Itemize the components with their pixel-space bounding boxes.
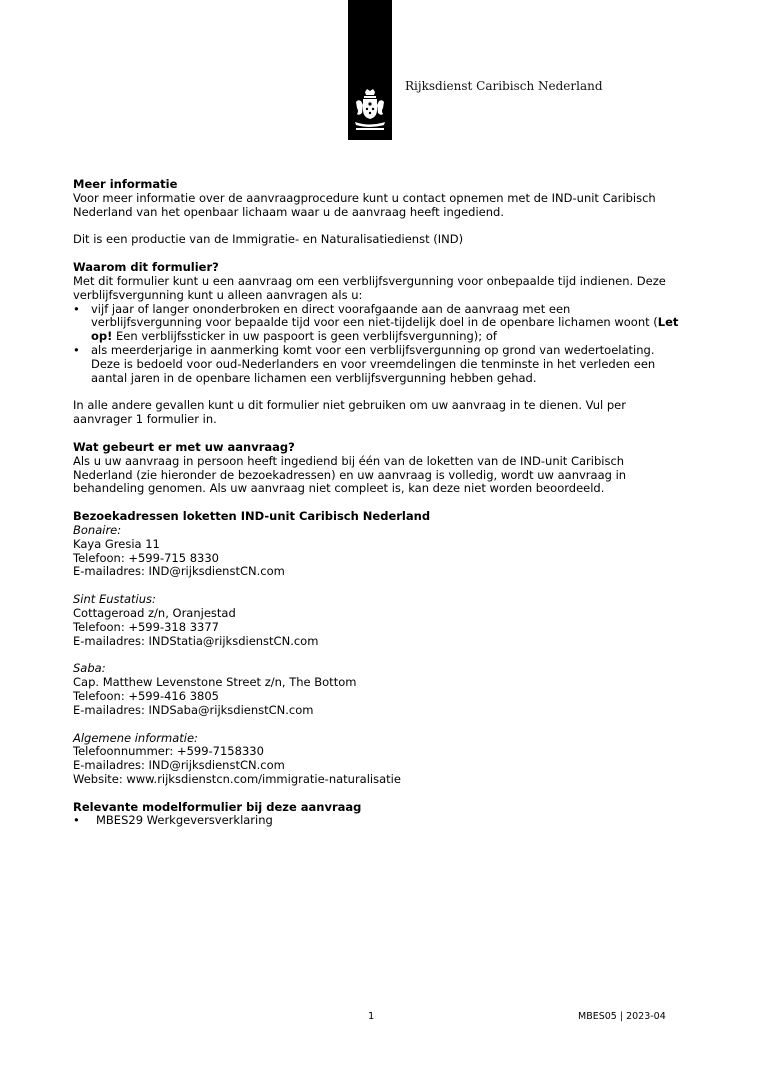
algemeen-phone: Telefoonnummer: +599-7158330 bbox=[73, 744, 264, 759]
heading-meer-informatie: Meer informatie bbox=[73, 177, 178, 191]
heading-wat-gebeurt: Wat gebeurt er met uw aanvraag? bbox=[73, 439, 295, 454]
statia-phone: Telefoon: +599-318 3377 bbox=[73, 619, 219, 634]
meer-informatie-text: Voor meer informatie over de aanvraagprocedure kunt u contact opnemen met de IND-unit Caribisch Nederland van het openbaar lichaam waar u de aanvraag heeft ingediend. bbox=[73, 190, 656, 219]
government-logo-bar bbox=[348, 0, 392, 140]
modelformulier-list bbox=[73, 814, 683, 828]
list-item: • MBES29 Werkgeversverklaring bbox=[73, 814, 683, 828]
statia-email: E-mailadres: INDStatia@rijksdienstCN.com bbox=[73, 633, 319, 648]
list-item: • vijf jaar of langer ononderbroken en direct voorafgaande aan de aanvraag met een verblijfsvergunning voor bepaalde tijd voor een niet-tijdelijk doel in de openbare lichamen woont (Let op! Een verblijfssticker in uw paspoort is geen verblijfsvergunning); of bbox=[73, 303, 683, 344]
algemeen-label: Algemene informatie: bbox=[73, 730, 198, 745]
statia-label: Sint Eustatius: bbox=[73, 592, 156, 607]
bonaire-phone: Telefoon: +599-715 8330 bbox=[73, 550, 219, 565]
page-number: 1 bbox=[368, 1011, 375, 1022]
production-note: Dit is een productie van de Immigratie- en Naturalisatiedienst (IND) bbox=[73, 232, 464, 247]
heading-waarom: Waarom dit formulier? bbox=[73, 260, 219, 275]
saba-label: Saba: bbox=[73, 661, 106, 676]
waarom-conditions-list bbox=[73, 303, 683, 386]
heading-bezoekadressen: Bezoekadressen loketten IND-unit Caribisch Nederland bbox=[73, 509, 431, 524]
saba-address: Cap. Matthew Levenstone Street z/n, The Bottom bbox=[73, 675, 357, 690]
organization-name: Rijksdienst Caribisch Nederland bbox=[405, 79, 603, 93]
form-code: MBES05 | 2023-04 bbox=[578, 1011, 666, 1022]
document-body bbox=[73, 178, 683, 828]
bonaire-email: E-mailadres: IND@rijksdienstCN.com bbox=[73, 564, 285, 579]
wat-gebeurt-text: Als u uw aanvraag in persoon heeft ingediend bij één van de loketten van de IND-unit Caribisch Nederland (zie hieronder de bezoekadressen) en uw aanvraag is volledig, wordt uw aanvraag in behandeling genomen. Als uw aanvraag niet compleet is, kan deze niet worden beoordeeld. bbox=[73, 453, 627, 496]
saba-email: E-mailadres: INDSaba@rijksdienstCN.com bbox=[73, 702, 314, 717]
list-item: • als meerderjarige in aanmerking komt voor een verblijfsvergunning op grond van wedertoelating. Deze is bedoeld voor oud-Nederlanders en voor vreemdelingen die tenminste in het verleden een aantal jaren in de openbare lichamen een verblijfsvergunning hebben gehad. bbox=[73, 344, 683, 385]
algemeen-website: Website: www.rijksdienstcn.com/immigratie-naturalisatie bbox=[73, 771, 401, 786]
royal-crest-icon bbox=[352, 88, 388, 132]
bonaire-address: Kaya Gresia 11 bbox=[73, 536, 160, 551]
bonaire-label: Bonaire: bbox=[73, 522, 122, 537]
waarom-intro: Met dit formulier kunt u een aanvraag om een verblijfsvergunning voor onbepaalde tijd indienen. Deze verblijfsvergunning kunt u alleen aanvragen als u: bbox=[73, 273, 666, 302]
waarom-outro: In alle andere gevallen kunt u dit formulier niet gebruiken om uw aanvraag in te dienen. Vul per aanvrager 1 formulier in. bbox=[73, 398, 626, 427]
algemeen-email: E-mailadres: IND@rijksdienstCN.com bbox=[73, 758, 285, 773]
heading-relevante-modelformulier: Relevante modelformulier bij deze aanvraag bbox=[73, 799, 362, 814]
saba-phone: Telefoon: +599-416 3805 bbox=[73, 688, 219, 703]
statia-address: Cottageroad z/n, Oranjestad bbox=[73, 605, 236, 620]
